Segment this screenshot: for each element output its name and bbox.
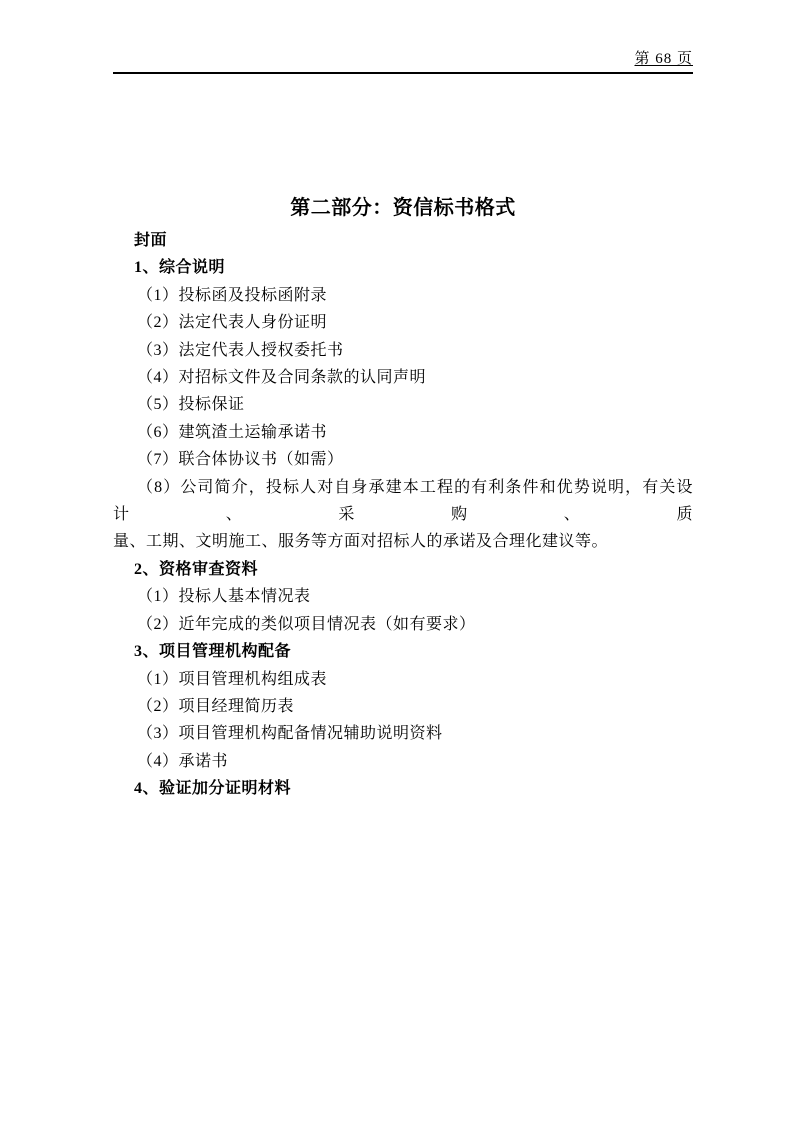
item-1-3-power-of-attorney: （3）法定代表人授权委托书 [137, 341, 344, 359]
heading-cover: 封面 [134, 232, 168, 249]
item-2-2-similar-projects-table: （2）近年完成的类似项目情况表（如有要求） [137, 615, 476, 633]
item-3-2-project-manager-resume-table: （2）项目经理简历表 [137, 697, 295, 715]
item-1-8-company-profile-line-2: 量、工期、文明施工、服务等方面对招标人的承诺及合理化建议等。 [113, 533, 609, 551]
document-title: 第二部分：资信标书格式 [290, 197, 516, 219]
heading-2-qualification-review-materials: 2、资格审查资料 [134, 560, 259, 578]
heading-4-bonus-point-proof-materials: 4、验证加分证明材料 [134, 780, 292, 798]
item-1-5-bid-guarantee: （5）投标保证 [137, 396, 245, 414]
item-3-1-org-composition-table: （1）项目管理机构组成表 [137, 670, 328, 688]
heading-1-general-description: 1、综合说明 [134, 259, 226, 277]
document-body [113, 227, 693, 803]
item-1-7-consortium-agreement: （7）联合体协议书（如需） [137, 451, 344, 469]
page-header [113, 49, 693, 74]
heading-3-project-management-org: 3、项目管理机构配备 [134, 643, 292, 661]
page-number: 第 68 页 [634, 51, 693, 67]
item-1-4-agreement-statement: （4）对招标文件及合同条款的认同声明 [137, 369, 427, 387]
item-3-3-supporting-explanation-materials: （3）项目管理机构配备情况辅助说明资料 [137, 725, 443, 743]
item-1-8-company-profile-line-1: （8）公司简介，投标人对自身承建本工程的有利条件和优势说明，有关设计、采购、质 [113, 478, 693, 524]
item-2-1-bidder-basic-info-table: （1）投标人基本情况表 [137, 588, 311, 606]
item-1-1-bid-letter-and-appendix: （1）投标函及投标函附录 [137, 286, 328, 304]
item-1-2-legal-rep-identity: （2）法定代表人身份证明 [137, 314, 328, 332]
item-3-4-commitment-letter: （4）承诺书 [137, 752, 229, 770]
item-1-6-construction-waste-transport-commitment: （6）建筑渣土运输承诺书 [137, 423, 328, 441]
